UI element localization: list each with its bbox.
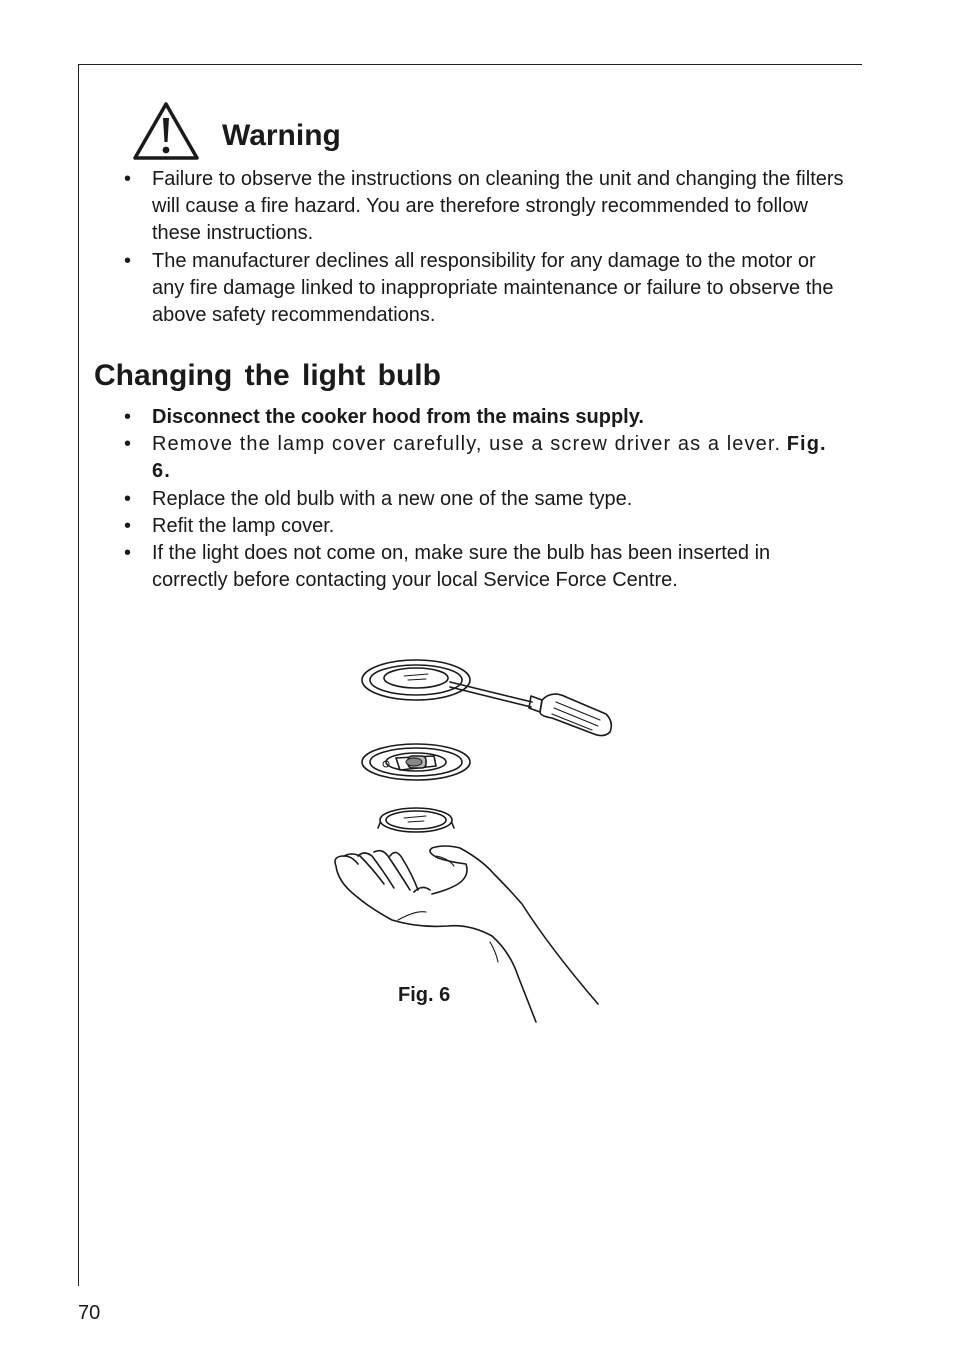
- figure-reference: Fig. 6.: [152, 433, 827, 483]
- list-item: • Disconnect the cooker hood from the mains supply.: [124, 406, 644, 428]
- page-number: 70: [78, 1302, 101, 1324]
- figure-caption: Fig. 6: [398, 984, 451, 1006]
- page-frame-top-rule: [78, 64, 862, 65]
- list-item: • Failure to observe the instructions on cleaning the unit and changing the filters will cause a fire hazard. You are therefore strongly recommended to follow these instructions.: [124, 168, 844, 245]
- list-item: • The manufacturer declines all responsibility for any damage to the motor or any fire damage linked to inappropriate maintenance or failure to observe the above safety recommendations.: [124, 249, 834, 327]
- page-frame-left-rule: [78, 64, 79, 1286]
- list-item: • Replace the old bulb with a new one of the same type.: [124, 487, 633, 510]
- warning-list: [124, 166, 844, 329]
- list-item: • Refit the lamp cover.: [124, 514, 335, 537]
- lamp-cover-hand-screwdriver-illustration: [330, 652, 630, 1024]
- section-heading: Changing the light bulb: [94, 359, 441, 392]
- list-item: • Remove the lamp cover carefully, use a screw driver as a lever. Fig. 6.: [124, 433, 827, 483]
- warning-triangle-icon: [132, 100, 200, 162]
- warning-heading: Warning: [222, 119, 341, 152]
- instruction-list: [124, 404, 844, 594]
- list-item: • If the light does not come on, make sure the bulb has been inserted in correctly before contacting your local Service Force Centre.: [124, 542, 771, 592]
